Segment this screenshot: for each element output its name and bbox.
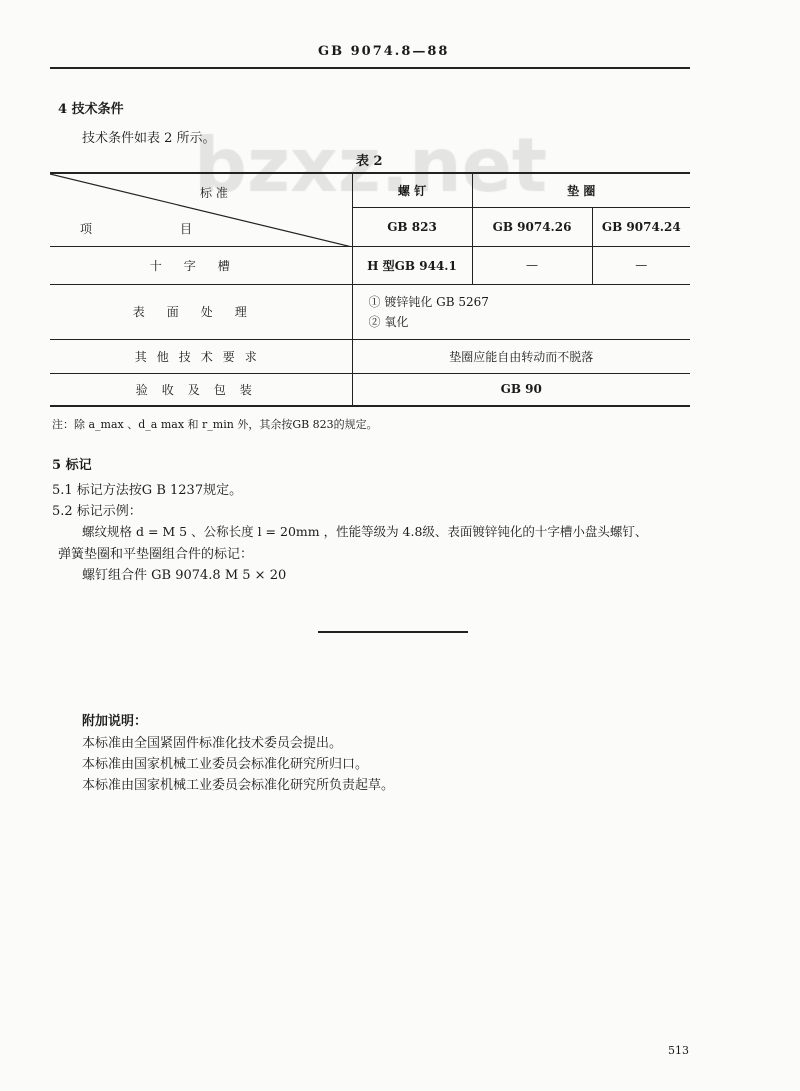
cell: GB 90 — [352, 373, 690, 406]
std-gb9074-26: GB 9074.26 — [472, 207, 592, 246]
appendix-line: 本标准由国家机械工业委员会标准化研究所归口。 — [82, 757, 369, 772]
cell: — — [592, 246, 690, 284]
spec-table — [50, 172, 690, 407]
paragraph: 螺纹规格 d = M 5 、公称长度 l = 20mm ，性能等级为 4.8级、表面镀锌钝化的十字槽小盘头螺钉、 — [82, 524, 648, 539]
std-gb823: GB 823 — [352, 207, 472, 246]
cell: — — [472, 246, 592, 284]
row-acceptance: 验收及包装 — [50, 373, 352, 406]
corner-header-item-2: 目 — [180, 222, 193, 236]
appendix-title: 附加说明： — [82, 714, 148, 729]
page-header: GB 9074.8—88 — [318, 44, 450, 59]
group-washer: 垫 圈 — [472, 173, 690, 207]
corner-cell — [50, 173, 352, 246]
cell: 垫圈应能自由转动而不脱落 — [352, 339, 690, 373]
end-rule — [318, 631, 468, 633]
row-cross-recess: 十字槽 — [50, 246, 352, 284]
corner-header-item: 项 — [80, 222, 93, 236]
section-4-title: 4 技术条件 — [58, 102, 124, 117]
section-5-1: 5.1 标记方法按G B 1237规定。 — [52, 483, 243, 498]
surface-option-2: ② 氧化 — [368, 314, 409, 329]
surface-option-1: ① 镀锌钝化 GB 5267 — [368, 294, 489, 309]
paragraph: 弹簧垫圈和平垫圈组合件的标记： — [58, 547, 254, 562]
row-surface-treatment: 表面处理 — [50, 284, 352, 339]
table-caption: 表 2 — [356, 154, 383, 169]
page-number: 513 — [668, 1044, 689, 1057]
marking-example: 螺钉组合件 GB 9074.8 M 5 × 20 — [82, 568, 287, 583]
row-other-requirements: 其他技术要求 — [50, 339, 352, 373]
cell: H 型GB 944.1 — [352, 246, 472, 284]
section-5-title: 5 标记 — [52, 458, 92, 473]
group-screw: 螺 钉 — [352, 173, 472, 207]
appendix-line: 本标准由国家机械工业委员会标准化研究所负责起草。 — [82, 778, 395, 793]
section-4-text: 技术条件如表 2 所示。 — [82, 131, 216, 146]
appendix-line: 本标准由全国紧固件标准化技术委员会提出。 — [82, 736, 343, 751]
header-rule — [50, 67, 690, 69]
table-note: 注：除 a_max 、d_a max 和 r_min 外，其余按GB 823的规定。 — [52, 418, 378, 431]
std-gb9074-24: GB 9074.24 — [592, 207, 690, 246]
corner-header-standard: 标 准 — [200, 186, 228, 200]
section-5-2: 5.2 标记示例： — [52, 504, 142, 519]
